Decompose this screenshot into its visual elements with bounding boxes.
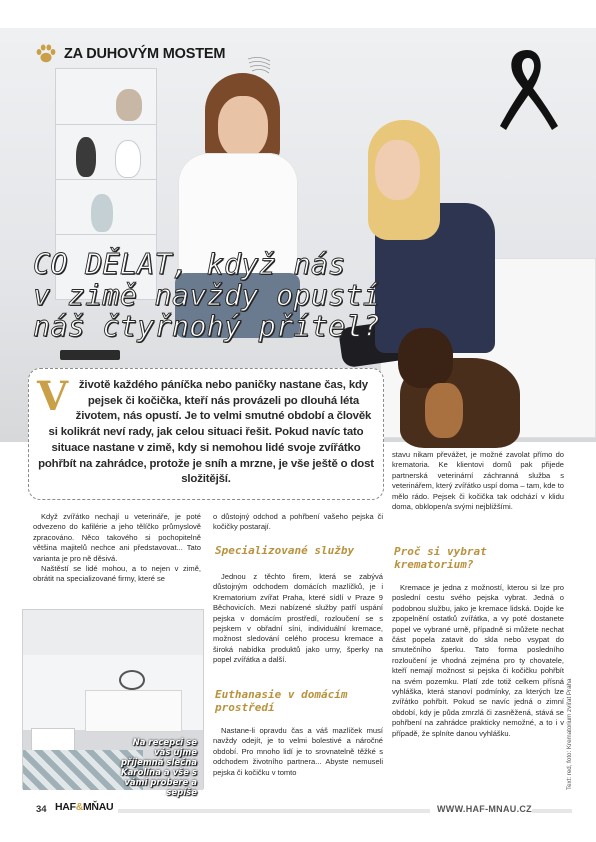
website-url[interactable]: WWW.HAF-MNAU.CZ: [437, 804, 532, 814]
reception-photo: [22, 609, 204, 798]
paragraph: Když zvířátko nechají u veterináře, je poté odvezeno do kafilérie a jeho tělíčko průmyslově zpracováno. Něco takového si pochopitelně většina majitelů nechce ani představovat... Tato varianta je pro ně děsivá.: [33, 512, 201, 563]
subhead-why-crematorium: Proč si vybrat krematorium?: [394, 545, 487, 571]
footer-rule-end: [532, 809, 572, 813]
coffee-table: [31, 728, 75, 752]
paragraph: o důstojný odchod a pohřbení vašeho pejska či kočičky postarají.: [213, 512, 383, 532]
column-2: [213, 512, 383, 533]
paragraph: Kremace je jedna z možností, kterou si lze pro poslední cestu svého pejska vybrat. Jedná o podobnou službu, jako je kremace lidská. Dojde ke zpopelnění ostatků zvířátka, a vy poté dostanete popel ve vybrané urně, případně si můžete nechat část popela zatavit do skla nebo vsypat do smutečního šperku. Tato forma posledního rozloučení je vhodná zejména pro ty chovatele, kteří nemají možnost si pejska či kočičku pohřbít na svém pozemku. Platí zde totiž celkem přísná vyhláška, která stanoví podmínky, za kterých lze zvířátko pohřbít. Pokud se navíc jedná o zimní období, kdy je půda zmrzlá či zasněžená, stává se pohřbení na zahrádce prakticky nemožné, a to i v případě, že splníte danou vyhlášku.: [392, 583, 564, 738]
headline: [33, 249, 433, 342]
mourning-ribbon-icon: [494, 46, 560, 134]
lead-box: [28, 368, 384, 500]
headline-line-1: CO DĚLAT, když nás: [33, 248, 346, 281]
reception-counter: [85, 690, 182, 732]
headline-line-2: v zimě navždy opustí: [33, 279, 381, 312]
section-header: [34, 42, 225, 66]
drop-cap: V: [37, 373, 68, 420]
logo-sign: [119, 670, 145, 690]
section-title: ZA DUHOVÝM MOSTEM: [64, 46, 226, 62]
photo-caption: Na recepci se vás ujme příjemná slečna Karolína a vše s vámi probere a sepíše: [120, 738, 197, 798]
paw-icon: [34, 42, 58, 66]
subhead-specialized-services: Specializované služby: [215, 544, 355, 557]
brand-ampersand: &: [75, 801, 83, 813]
magazine-brand: [55, 801, 113, 813]
subhead-euthanasia: Euthanasie v domácím prostředí: [215, 688, 348, 714]
footer-rule: [118, 809, 430, 813]
headline-line-3: náš čtyřnohý přítel?: [33, 310, 381, 343]
scribble-decoration: [246, 55, 272, 77]
column-2-end: [213, 726, 383, 778]
column-2-body: [213, 572, 383, 666]
paragraph: Jednou z těchto firem, která se zabývá důstojným odchodem domácích mazlíčků, je i Krematorium zvířat Praha, které sídlí v Praze 9 Běchovicích. Mezi nabízené služby patří uspání pejska v domácím prostředí, rozloučení se s pejskem v obřadní síni, individuální kremace, možnost sledování celého procesu kremace a široká nabídka produktů jako urny, šperky na popel zvířátka a další.: [213, 572, 383, 665]
column-1: [33, 512, 201, 585]
photo-credit: Text: red, foto: Krematorium zvířat Praha: [566, 678, 573, 790]
paragraph: Nastane-li opravdu čas a váš mazlíček musí navždy odejít, je to velmi bolestivé a náročné období. Pro mnoho lidí je to srovnatelně těžké s odchodem životního partnera... Abyste nemuseli pejska či kočičku v tomto: [213, 726, 383, 777]
brand-part-1: HAF: [55, 801, 76, 813]
brand-part-2: MŇAU: [82, 801, 114, 813]
page-number: 34: [36, 804, 47, 815]
lead-paragraph: [37, 373, 375, 488]
column-3: [392, 450, 564, 512]
lead-text: životě každého páníčka nebo paničky nastane čas, kdy pejsek či kočička, kteří nás provázeli po dlouhá léta životem, nás opustí. Je to velmi smutné období a člověk si kolikrát neví rady, jak celou situaci řešit. Pokud navíc tato situace nastane v zimě, kdy si nemohou lidé svoje zvířátko pohřbít na zahrádce, protože je sníh a mrzne, je vše ještě o dost složitější.: [38, 379, 374, 486]
paragraph: Naštěstí se lidé mohou, a to nejen v zimě, obrátit na specializované firmy, které se: [33, 564, 201, 584]
column-3-body: [392, 583, 564, 739]
paragraph: stavu nikam převážet, je možné zavolat přímo do krematoria. Ke klientovi domů pak přijede partnerská veterinární záchranná služba s veterinářem, který zvířátko uspí doma – tam, kde to mělo rádo. Pejsek či kočička tak odchází v klidu doma, obklopen/a svými nejbližšími.: [392, 450, 564, 512]
